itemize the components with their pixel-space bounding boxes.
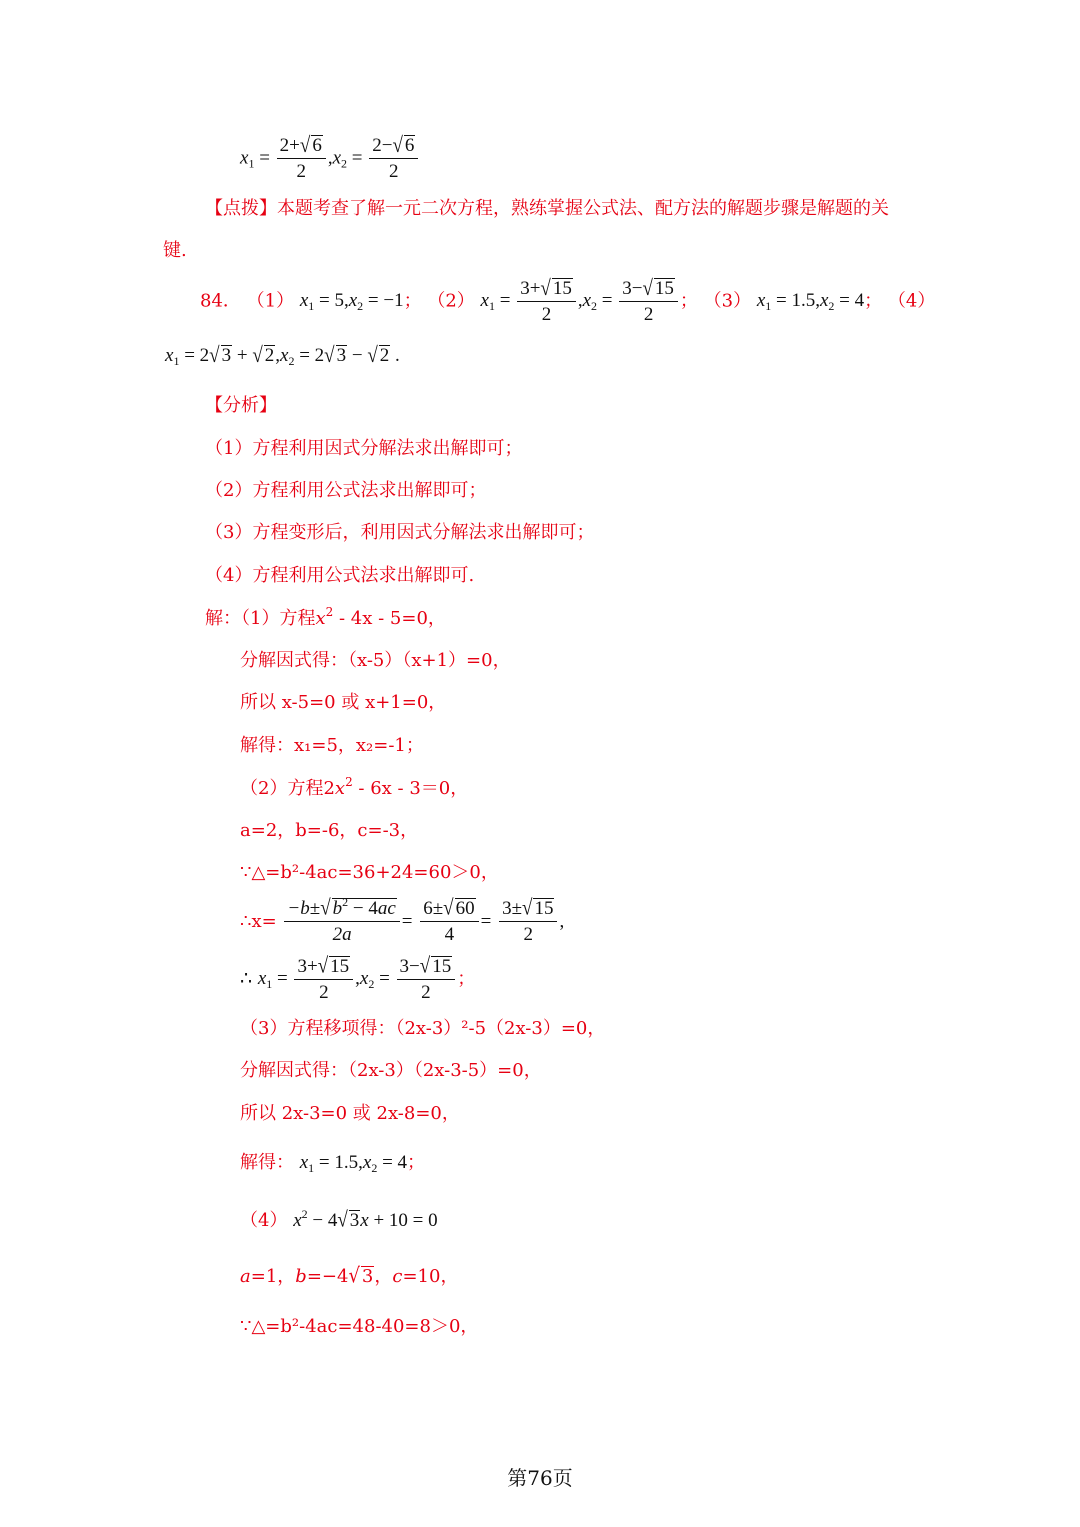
analysis-tag: 【分析】 [205,395,277,416]
s2-frac-15: $\frac{3\pm√ 15}{2}$ [499,898,557,946]
s1-factor: 分解因式得：（x-5）（x+1）=0， [240,650,511,671]
q84-answer-line: 84． （1） $x_1 = 5,x_2 = -1$； （2） $x_1$ = $\frac{3+√ 15}{2}$ $,x_2$ = $\frac{3-√ 15}{2}$ ； （3） $x_1 = 1.5,x_2 = 4$； （4） [200,276,936,325]
s3-factor: 分解因式得：（2x-3）（2x-3-5）=0， [240,1060,542,1081]
q84-p4-label: （4） [887,290,936,312]
solution-intro: 解：（1）方程$x^2 - 4x - 5=0$， [205,605,446,629]
s3-answer: 解得： $x_1 = 1.5,x_2 = 4$； [240,1152,426,1175]
s4-delta: ∵△=b²-4ac=48-40=8＞0， [240,1316,479,1337]
hint-line-1 [205,198,889,220]
s3-so: 所以 2x-3=0 或 2x-8=0， [240,1103,460,1124]
hint-text: 本题考查了解一元二次方程，熟练掌握公式法、配方法的解题步骤是解题的关 [277,198,889,219]
s2-abc: a=2，b=-6，c=-3， [240,820,419,841]
s2-roots: ∴ $x_1$ = $\frac{3+√ 15}{2}$ $,x_2$ = $\frac{3-√ 15}{2}$ ； [240,954,476,1003]
x2-fraction: $\frac{2-√ 6}{2}$ [369,135,418,183]
s2-frac-60: $\frac{6\pm√ 60}{4}$ [420,898,478,946]
q84-p2-label: （2） [427,290,475,312]
s2-root-2: $\frac{3-√ 15}{2}$ [397,956,456,1004]
q84-p2-frac-2: $\frac{3-√ 15}{2}$ [619,278,678,326]
analysis-line-2: （2）方程利用公式法求出解即可； [205,480,487,501]
q84-number: 84． [200,290,241,312]
top-formula: $x_1$ = $\frac{2+√ 6}{2}$ $,x_2$ = $\frac{2-√ 6}{2}$ [240,135,420,183]
s1-answer: 解得：x₁=5，x₂=-1； [240,735,424,756]
q84-p3-label: （3） [703,290,752,312]
q84-p1-label: （1） [246,290,295,312]
q84-p4-answer: $x_1 = 2√$ 3 + √ $2,x_2 = 2√$ 3 − √ 2 . [165,343,400,368]
hint-tag: 【点拨】 [205,198,277,219]
s1-so: 所以 x-5=0 或 x+1=0， [240,692,447,713]
s4-abc: a=1，b=−4√ 3，c=10， [240,1264,459,1289]
analysis-line-3: （3）方程变形后，利用因式分解法求出解即可； [205,522,595,543]
s2-root-1: $\frac{3+√ 15}{2}$ [294,956,353,1004]
q84-p2-frac-1: $\frac{3+√ 15}{2}$ [517,278,576,326]
page-number: 第76页 [507,1466,573,1490]
x1-fraction: $\frac{2+√ 6}{2}$ [277,135,326,183]
analysis-line-4: （4）方程利用公式法求出解即可. [205,565,475,586]
s2-formula: ∴x= $\frac{-b\pm√ b^2 - 4ac}{2a}$ = $\frac{6\pm√ 60}{4}$ = $\frac{3\pm√ 15}{2}$ , [240,895,565,945]
s2-delta: ∵△=b²-4ac=36+24=60＞0， [240,862,499,883]
s2-head: （2）方程$2x^2 - 6x - 3=0$， [240,775,469,799]
analysis-line-1: （1）方程利用因式分解法求出解即可； [205,438,523,459]
hint-line-2: 键. [163,240,187,261]
s2-frac-general: $\frac{-b\pm√ b^2 - 4ac}{2a}$ [284,898,399,946]
s3-head: （3）方程移项得：（2x-3）²-5（2x-3）=0， [240,1018,606,1039]
s4-head: （4） $x^2 - 4√$ 3x + 10 = 0 [240,1207,438,1233]
